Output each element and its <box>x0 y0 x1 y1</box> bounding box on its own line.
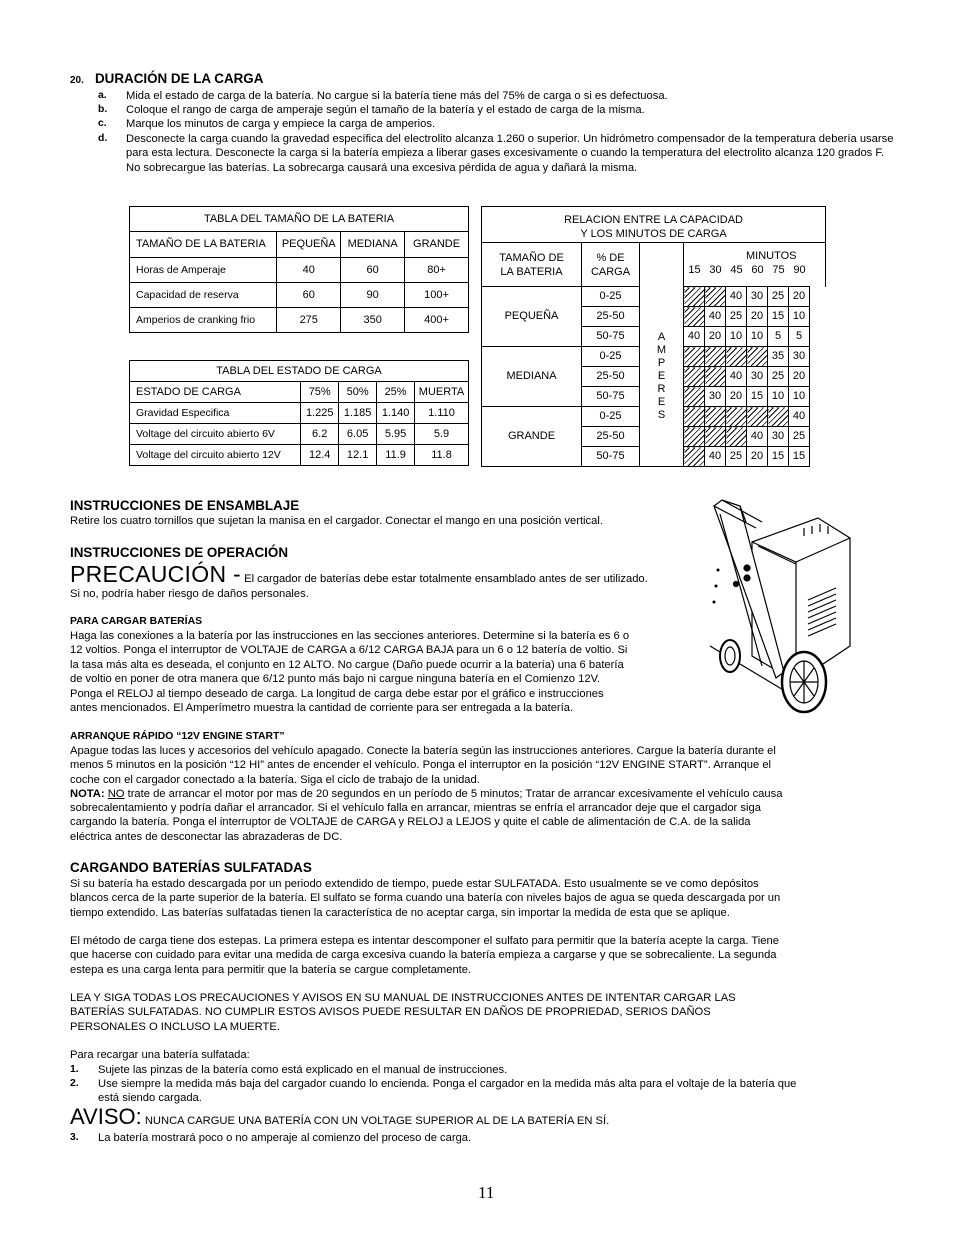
column-header: ESTADO DE CARGA <box>130 382 301 403</box>
column-header: 25% <box>377 382 415 403</box>
text-line: de voltio en poner de otra manera que 6/12 punto más bajo ni cargue ninguna batería en el Comienzo 12V. <box>70 673 601 686</box>
step-text: La batería mostrará poco o no amperaje al comienzo del proceso de carga. <box>98 1132 472 1144</box>
amperes-cell: 30 <box>747 287 768 307</box>
page-number: 11 <box>478 1183 495 1202</box>
step-number: 3. <box>70 1132 79 1143</box>
amperes-letter: A <box>657 330 666 343</box>
item-letter: c. <box>98 118 107 129</box>
percent-cell: 0-25 <box>582 347 640 367</box>
percent-cell: 50-75 <box>582 387 640 407</box>
right-margin-cell <box>810 447 826 467</box>
percent-cell: 25-50 <box>582 427 640 447</box>
right-margin-cell <box>810 307 826 327</box>
relation-title-line2: Y LOS MINUTOS DE CARGA <box>580 227 727 240</box>
assembly-heading: INSTRUCCIONES DE ENSAMBLAJE <box>70 498 300 513</box>
amperes-cell: 35 <box>768 347 789 367</box>
size-header-line1: TAMAÑO DE <box>499 251 564 264</box>
hatched-cell <box>705 367 726 387</box>
amperes-cell: 15 <box>768 307 789 327</box>
amperes-cell: 5 <box>768 327 789 347</box>
amperes-label <box>640 287 684 467</box>
operation-heading: INSTRUCCIONES DE OPERACIÓN <box>70 545 288 560</box>
pct-header-line1: % DE <box>596 251 625 264</box>
text-line: PERSONALES O INCLUSO LA MUERTE. <box>70 1020 280 1033</box>
item-letter: d. <box>98 133 108 144</box>
table-cell: 100+ <box>405 283 469 308</box>
quickstart-heading: ARRANQUE RÁPIDO “12V ENGINE START” <box>70 731 285 742</box>
hatched-cell <box>726 347 747 367</box>
hatched-cell <box>684 287 705 307</box>
pct-header-line2: CARGA <box>590 265 631 278</box>
table-cell: Voltage del circuito abierto 6V <box>130 424 301 445</box>
table-cell: 1.140 <box>377 403 415 424</box>
sulfated-intro: Para recargar una batería sulfatada: <box>70 1049 250 1061</box>
section-20-heading <box>70 71 263 88</box>
table-cell: 400+ <box>405 308 469 333</box>
item-text: Coloque el rango de carga de amperaje según el tamaño de la batería y el estado de carga de la misma. <box>126 104 645 116</box>
text-line: menos 5 minutos en la posición “12 HI” antes de encender el vehículo. Ponga el interruptor en la posición “12V ENGINE START”. Arranque el <box>70 759 772 772</box>
text-line: que hacerse con cuidado para evitar una medida de carga excesiva cuando la batería empieza a cargarse y que se sobrecaliente. La segunda <box>70 949 777 962</box>
hatched-cell <box>684 367 705 387</box>
minutes-label: MINUTOS <box>746 250 797 262</box>
hatched-cell <box>684 387 705 407</box>
text-line: LEA Y SIGA TODAS LOS PRECAUCIONES Y AVISOS EN SU MANUAL DE INSTRUCCIONES ANTES DE INTENTAR CARGAR LAS <box>70 992 736 1004</box>
table-cell: Capacidad de reserva <box>130 283 277 308</box>
right-margin-cell <box>810 347 826 367</box>
table-cell: 80+ <box>405 258 469 283</box>
warning-line <box>70 1104 610 1129</box>
caution-text-2: Si no, podría haber riesgo de daños personales. <box>70 588 309 600</box>
amperes-cell: 10 <box>747 327 768 347</box>
capacity-minutes-table <box>481 206 826 467</box>
hatched-cell <box>768 407 789 427</box>
percent-cell: 0-25 <box>582 287 640 307</box>
table-cell: 275 <box>277 308 341 333</box>
amperes-cell: 20 <box>726 387 747 407</box>
amperes-cell: 25 <box>726 447 747 467</box>
hatched-cell <box>726 427 747 447</box>
note-line <box>70 787 890 801</box>
table-row <box>130 424 469 445</box>
amperes-cell: 40 <box>789 407 810 427</box>
text-line: Si su batería ha estado descargada por un periodo extendido de tiempo, puede estar SULFATADA. Esto usualmente se ve como depósitos <box>70 878 759 890</box>
hatched-cell <box>747 407 768 427</box>
table-cell: 12.4 <box>301 445 339 466</box>
section-title: DURACIÓN DE LA CARGA <box>95 71 264 86</box>
step-number: 1. <box>70 1064 79 1075</box>
amperes-cell: 20 <box>705 327 726 347</box>
sulfated-heading: CARGANDO BATERÍAS SULFATADAS <box>70 860 312 875</box>
table-row <box>130 308 469 333</box>
table-cell: 6.2 <box>301 424 339 445</box>
battery-size-cell: MEDIANA <box>482 347 582 407</box>
amperes-cell: 25 <box>726 307 747 327</box>
step-number: 2. <box>70 1078 79 1089</box>
amperes-cell: 30 <box>789 347 810 367</box>
table-cell: 90 <box>341 283 405 308</box>
amperes-cell: 20 <box>747 307 768 327</box>
right-margin-cell <box>810 327 826 347</box>
text-line: 12 voltios. Ponga el interruptor de VOLTAJE de CARGA a 6/12 CARGA BAJA para un 6 o 12 batería de voltio. Si <box>70 644 628 657</box>
amperes-letter: E <box>657 395 666 408</box>
battery-size-cell: GRANDE <box>482 407 582 467</box>
table-caption: TABLA DEL ESTADO DE CARGA <box>130 361 469 382</box>
text-line: coche con el cargador conectado a la batería. Siga el ciclo de trabajo de la unidad. <box>70 773 480 786</box>
amperes-letter: P <box>657 356 666 369</box>
minute-value: 60 <box>751 264 764 277</box>
amperes-letter: S <box>657 408 666 421</box>
minutes-values <box>684 263 825 277</box>
hatched-cell <box>705 287 726 307</box>
text-line: Haga las conexiones a la batería por las instrucciones en las secciones anteriores. Determine si la batería es 6 o <box>70 630 630 642</box>
item-text: Desconecte la carga cuando la gravedad específica del electrolito alcanza 1.260 o superior. Un hidrómetro compensador de la temperatura debería usarse para esta lectura. Desconecte la carga si la batería empieza a liberar gases excesivamente o cuando la temperatura del electrolito alcanza 120 grados F. No sobrecargue las baterías. La sobrecarga causará una excesiva pérdida de agua y dañará la misma. <box>126 133 894 174</box>
amperes-letter: M <box>656 343 667 356</box>
right-margin-cell <box>810 387 826 407</box>
minute-value: 30 <box>709 264 722 277</box>
text-line: sobrecalentamiento y podría dañar el arrancador. Si el vehículo falla en arrancar, mientras se enfría el arrancador deje que el cargador siga <box>70 802 761 814</box>
percent-cell: 25-50 <box>582 307 640 327</box>
relation-title-line1: RELACION ENTRE LA CAPACIDAD <box>564 213 743 226</box>
warning-word: AVISO: <box>70 1104 142 1129</box>
amperes-cell: 10 <box>726 327 747 347</box>
text-line: tiempo extendido. Las baterías sulfatadas tienen la característica de no aceptar carga, sin importar la medida de esta que se aplique. <box>70 906 730 919</box>
minute-value: 15 <box>688 264 701 277</box>
table-cell: 350 <box>341 308 405 333</box>
amperes-cell: 40 <box>684 327 705 347</box>
table-row <box>130 403 469 424</box>
table-cell: 12.1 <box>339 445 377 466</box>
hatched-cell <box>705 427 726 447</box>
hatched-cell <box>684 427 705 447</box>
item-letter: b. <box>98 104 108 115</box>
amperes-letter: R <box>657 382 666 395</box>
charging-heading: PARA CARGAR BATERÍAS <box>70 616 202 627</box>
amperes-cell: 10 <box>789 387 810 407</box>
text-line: antes mencionados. El Amperímetro muestra la cantidad de corriente para ser entregada a la batería. <box>70 702 574 714</box>
amperes-cell: 5 <box>789 327 810 347</box>
table-cell: 60 <box>341 258 405 283</box>
text-line: Ponga el RELOJ al tiempo deseado de carga. La longitud de carga debe estar por el gráfico e instrucciones <box>70 687 604 700</box>
minute-value: 45 <box>730 264 743 277</box>
item-text: Mida el estado de carga de la batería. No cargue si la batería tiene más del 75% de carga o si es defectuosa. <box>126 90 668 102</box>
amperes-cell: 40 <box>726 367 747 387</box>
amperes-cell: 30 <box>705 387 726 407</box>
item-text: Marque los minutos de carga y empiece la carga de amperios. <box>126 118 436 130</box>
step-text-cont: está siendo cargada. <box>98 1092 202 1105</box>
amperes-cell: 15 <box>768 447 789 467</box>
text-line: Apague todas las luces y accesorios del vehículo apagado. Conecte la batería según las instrucciones anteriores. Cargue la batería durante el <box>70 745 776 757</box>
right-margin-cell <box>810 427 826 447</box>
minute-value: 90 <box>793 264 806 277</box>
battery-size-cell: PEQUEÑA <box>482 287 582 347</box>
right-margin-cell <box>810 287 826 307</box>
table-cell: Horas de Amperaje <box>130 258 277 283</box>
table-row <box>130 445 469 466</box>
amperes-cell: 30 <box>747 367 768 387</box>
section-number: 20. <box>70 75 84 86</box>
amperes-cell: 40 <box>726 287 747 307</box>
percent-cell: 0-25 <box>582 407 640 427</box>
amperes-cell: 25 <box>768 287 789 307</box>
size-column-header <box>482 243 582 287</box>
relation-table-title <box>482 207 826 243</box>
item-letter: a. <box>98 90 107 101</box>
amperes-cell: 15 <box>747 387 768 407</box>
table-cell: 5.95 <box>377 424 415 445</box>
assembly-text: Retire los cuatro tornillos que sujetan la manisa en el cargador. Conectar el mango en una posición vertical. <box>70 515 603 527</box>
hatched-cell <box>705 347 726 367</box>
hatched-cell <box>726 407 747 427</box>
amperes-cell: 15 <box>789 447 810 467</box>
hatched-cell <box>684 307 705 327</box>
right-margin-cell <box>810 407 826 427</box>
size-header-line2: LA BATERIA <box>500 265 563 278</box>
amperes-cell: 20 <box>747 447 768 467</box>
table-row <box>130 258 469 283</box>
percent-cell: 50-75 <box>582 327 640 347</box>
column-header: 50% <box>339 382 377 403</box>
amperes-cell: 30 <box>768 427 789 447</box>
table-cell: Amperios de cranking frio <box>130 308 277 333</box>
hatched-cell <box>747 347 768 367</box>
note-text: trate de arrancar el motor por mas de 20 segundos en un período de 5 minutos; Tratar de arrancar excesivamente el vehículo causa <box>124 788 783 800</box>
column-header: 75% <box>301 382 339 403</box>
amperes-cell: 20 <box>789 367 810 387</box>
caution-line <box>70 562 648 586</box>
caution-word: PRECAUCIÓN - <box>70 561 242 587</box>
table-cell: 40 <box>277 258 341 283</box>
amperes-cell: 40 <box>705 307 726 327</box>
amperes-cell: 10 <box>768 387 789 407</box>
hatched-cell <box>705 407 726 427</box>
hatched-cell <box>684 447 705 467</box>
table-cell: 1.225 <box>301 403 339 424</box>
table-cell: 6.05 <box>339 424 377 445</box>
step-text: Sujete las pinzas de la batería como está explicado en el manual de instrucciones. <box>98 1064 508 1076</box>
table-cell: 11.9 <box>377 445 415 466</box>
amperes-cell: 20 <box>789 287 810 307</box>
table-cell: 5.9 <box>415 424 469 445</box>
step-text: Use siempre la medida más baja del cargador cuando lo encienda. Ponga el cargador en la medida más alta para el voltaje de la batería que <box>98 1078 797 1090</box>
amperes-cell: 40 <box>705 447 726 467</box>
table-caption: TABLA DEL TAMAÑO DE LA BATERIA <box>130 207 469 232</box>
hatched-cell <box>684 407 705 427</box>
battery-size-table <box>129 206 469 333</box>
percent-cell: 50-75 <box>582 447 640 467</box>
battery-charger-illustration <box>700 496 860 718</box>
note-no: NO <box>107 788 125 800</box>
amperes-cell: 25 <box>789 427 810 447</box>
text-line: cargando la batería. Ponga el interruptor de VOLTAJE de CARGA y RELOJ a LEJOS y quite el cable de alimentación de C.A. de la salida <box>70 816 751 829</box>
table-row <box>482 287 826 307</box>
column-header: MUERTA <box>415 382 469 403</box>
table-cell: 1.185 <box>339 403 377 424</box>
charge-state-table <box>129 360 469 466</box>
table-cell: 1.110 <box>415 403 469 424</box>
text-line: BATERÍAS SULFATADAS. NO CUMPLIR ESTOS AVISOS PUEDE RESULTAR EN DAÑOS DE PROPRIEDAD, SERIOS DAÑOS <box>70 1006 711 1019</box>
minutes-header <box>684 243 826 287</box>
right-margin-cell <box>810 367 826 387</box>
text-line: estepa es una carga lenta para permitir que la batería se cargue completamente. <box>70 963 472 976</box>
amperes-cell: 25 <box>768 367 789 387</box>
percent-column-header <box>582 243 640 287</box>
table-cell: 11.8 <box>415 445 469 466</box>
text-line: blancos cerca de la parte superior de la batería. El sulfato se forma cuando una batería con niveles bajos de agua se queda descargada por un <box>70 892 781 905</box>
caution-text: El cargador de baterías debe estar totalmente ensamblado antes de ser utilizado. <box>241 573 648 585</box>
hatched-cell <box>684 347 705 367</box>
text-line: eléctrica antes de desconectar las abrazaderas de DC. <box>70 830 343 843</box>
amperes-cell: 10 <box>789 307 810 327</box>
column-header: TAMAÑO DE LA BATERIA <box>130 232 277 258</box>
minute-value: 75 <box>772 264 785 277</box>
column-header: PEQUEÑA <box>277 232 341 258</box>
amperes-cell: 40 <box>747 427 768 447</box>
column-header: MEDIANA <box>341 232 405 258</box>
text-line: El método de carga tiene dos estepas. La primera estepa es intentar descomponer el sulfato para permitir que la batería acepte la carga. Tiene <box>70 935 779 947</box>
column-header: GRANDE <box>405 232 469 258</box>
amperes-letter: E <box>657 369 666 382</box>
warning-text: NUNCA CARGUE UNA BATERÍA CON UN VOLTAGE SUPERIOR AL DE LA BATERÍA EN SÍ. <box>141 1115 610 1127</box>
percent-cell: 25-50 <box>582 367 640 387</box>
note-label: NOTA: <box>70 788 105 800</box>
table-cell: 60 <box>277 283 341 308</box>
table-row <box>130 283 469 308</box>
table-cell: Gravidad Especifica <box>130 403 301 424</box>
text-line: la tasa más alta es deseada, el conjunto en 12 ALTO. No cargue (Daño puede ocurrir a la batería) una 6 batería <box>70 658 624 671</box>
table-cell: Voltage del circuito abierto 12V <box>130 445 301 466</box>
